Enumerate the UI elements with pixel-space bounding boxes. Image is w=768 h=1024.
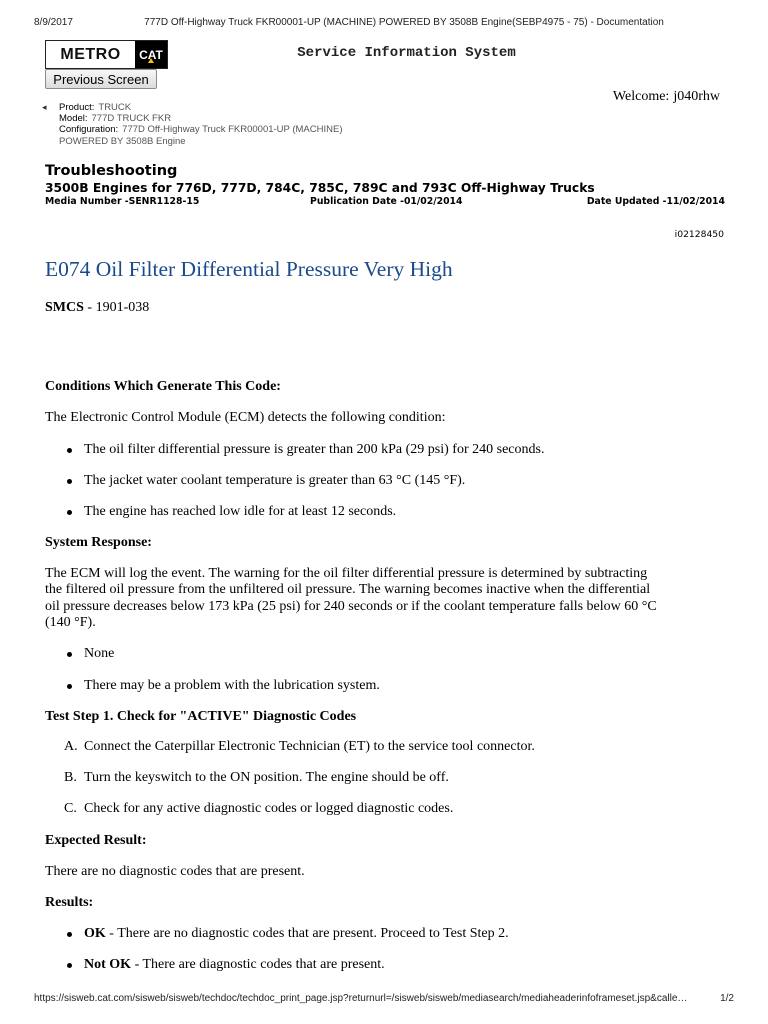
conditions-intro: The Electronic Control Module (ECM) detects the following condition: xyxy=(45,410,446,425)
system-response-line: the filtered oil pressure from the unfiltered oil pressure. The warning becomes inactive when the differential xyxy=(45,582,651,597)
step-letter: A. xyxy=(64,739,78,754)
conditions-heading: Conditions Which Generate This Code: xyxy=(45,379,281,394)
bullet-icon xyxy=(67,684,72,689)
smcs-code xyxy=(45,300,149,316)
test-step-item xyxy=(64,739,535,756)
smcs-value: - 1901-038 xyxy=(83,300,150,315)
publication-date: Publication Date -01/02/2014 xyxy=(310,196,463,207)
system-response-line: (140 °F). xyxy=(45,615,96,630)
bullet-icon xyxy=(67,448,72,453)
logo-metro-text: METRO xyxy=(60,45,121,63)
article-title: E074 Oil Filter Differential Pressure Very High xyxy=(45,257,453,281)
smcs-label: SMCS xyxy=(45,300,84,315)
result-text: - There are no diagnostic codes that are present. Proceed to Test Step 2. xyxy=(105,926,509,941)
welcome-message xyxy=(613,89,724,105)
expected-result-heading: Expected Result: xyxy=(45,833,147,848)
result-line xyxy=(84,957,385,974)
print-date: 8/9/2017 xyxy=(34,17,73,28)
configuration-row xyxy=(45,124,342,135)
media-number: Media Number -SENR1128-15 xyxy=(45,196,200,207)
condition-text: The engine has reached low idle for at least 12 seconds. xyxy=(84,504,397,519)
result-label: Not OK xyxy=(84,957,132,972)
print-footer xyxy=(34,993,734,1005)
step-text: Connect the Caterpillar Electronic Technician (ET) to the service tool connector. xyxy=(84,739,535,754)
configuration-label: Configuration: xyxy=(59,124,119,136)
results-heading: Results: xyxy=(45,895,94,910)
product-value: TRUCK xyxy=(98,102,132,113)
test-step-item xyxy=(64,770,449,787)
bullet-icon xyxy=(67,652,72,657)
previous-screen-button[interactable]: Previous Screen xyxy=(45,69,157,89)
test-step-heading: Test Step 1. Check for "ACTIVE" Diagnostic Codes xyxy=(45,709,357,724)
print-header xyxy=(34,17,734,29)
section-title: Troubleshooting xyxy=(45,163,178,179)
test-step-item xyxy=(64,801,453,818)
model-row xyxy=(45,113,342,124)
bullet-icon xyxy=(67,932,72,937)
condition-text: The jacket water coolant temperature is greater than 63 °C (145 °F). xyxy=(84,473,466,488)
model-value: 777D TRUCK FKR xyxy=(91,113,172,125)
system-response-line: oil pressure decreases below 173 kPa (25 psi) for 240 seconds or if the coolant temperature falls below 60 °C xyxy=(45,599,657,614)
step-letter: C. xyxy=(64,801,77,816)
configuration-row-2: POWERED BY 3508B Engine xyxy=(59,135,186,147)
print-url: https://sisweb.cat.com/sisweb/sisweb/techdoc/techdoc_print_page.jsp?returnurl=/sisweb/sisweb/mediasearch/mediaheaderinfoframeset.jsp&calle… xyxy=(34,993,688,1004)
date-updated: Date Updated -11/02/2014 xyxy=(586,196,725,207)
page-number: 1/2 xyxy=(720,993,734,1004)
step-text: Check for any active diagnostic codes or logged diagnostic codes. xyxy=(84,801,454,816)
configuration-value: 777D Off-Highway Truck FKR00001-UP (MACHINE) xyxy=(122,124,343,136)
condition-text: The oil filter differential pressure is greater than 200 kPa (29 psi) for 240 seconds. xyxy=(84,442,545,457)
model-label: Model: xyxy=(59,113,88,125)
response-text: There may be a problem with the lubrication system. xyxy=(84,678,380,693)
product-row xyxy=(45,102,342,113)
result-label: OK xyxy=(84,926,106,941)
step-text: Turn the keyswitch to the ON position. The engine should be off. xyxy=(84,770,449,785)
response-text: None xyxy=(84,646,115,661)
document-id: i02128450 xyxy=(674,229,724,240)
welcome-user: j040rhw xyxy=(673,89,720,104)
expected-result-text: There are no diagnostic codes that are present. xyxy=(45,864,305,879)
collapse-caret-icon[interactable]: ◂ xyxy=(42,102,47,112)
logo-cat-text: CAT xyxy=(139,47,163,62)
system-response-heading: System Response: xyxy=(45,535,152,550)
result-text: - There are diagnostic codes that are present. xyxy=(131,957,385,972)
result-line xyxy=(84,926,509,943)
product-info xyxy=(42,102,343,147)
product-label: Product: xyxy=(59,102,95,113)
step-letter: B. xyxy=(64,770,77,785)
welcome-label: Welcome: xyxy=(612,89,670,104)
print-page-title: 777D Off-Highway Truck FKR00001-UP (MACHINE) POWERED BY 3508B Engine(SEBP4975 - 75) - Documentation xyxy=(144,17,664,28)
bullet-icon xyxy=(67,963,72,968)
media-meta-row xyxy=(45,196,725,208)
system-response-line: The ECM will log the event. The warning for the oil filter differential pressure is determined by subtracting xyxy=(45,566,648,581)
site-title: Service Information System xyxy=(297,45,516,61)
bullet-icon xyxy=(67,510,72,515)
document-subtitle: 3500B Engines for 776D, 777D, 784C, 785C, 789C and 793C Off-Highway Trucks xyxy=(45,181,595,195)
bullet-icon xyxy=(67,479,72,484)
